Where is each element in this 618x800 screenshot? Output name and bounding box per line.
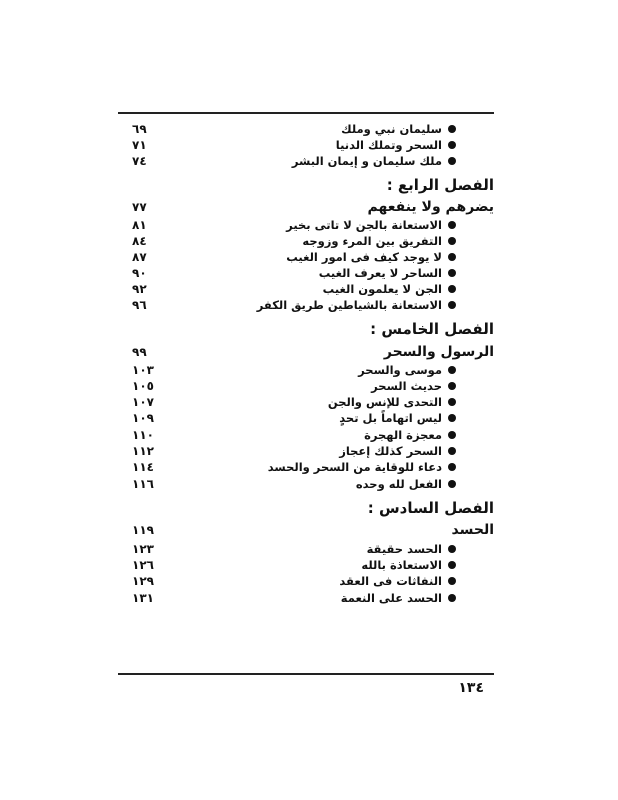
entry-text: السحر كذلك إعجاز	[339, 444, 442, 458]
bullet-icon	[448, 141, 456, 149]
page-number: ٩٦	[132, 298, 147, 312]
page-number: ١٠٣	[132, 363, 154, 377]
entry-text: الحسد على النعمة	[340, 591, 442, 605]
entry-title	[339, 443, 456, 459]
toc-entry	[118, 378, 494, 394]
chapter-heading	[118, 499, 494, 517]
page-number: ٧٤	[132, 154, 147, 168]
page-number: ٩٩	[132, 345, 147, 359]
page-number: ٦٩	[132, 122, 147, 136]
entry-title	[358, 362, 456, 378]
chapter-heading	[118, 176, 494, 194]
chapter-title-text: الرسول والسحر	[383, 344, 494, 360]
entry-text: موسى والسحر	[358, 363, 442, 377]
bullet-icon	[448, 157, 456, 165]
entry-text: الاستعاذة بالله	[361, 558, 442, 572]
entry-title	[339, 573, 456, 589]
entry-text: دعاء للوقاية من السحر والحسد	[267, 460, 442, 474]
entry-title	[367, 541, 456, 557]
toc-entry	[118, 297, 494, 313]
page-number: ١٠٩	[132, 411, 154, 425]
page-number: ١٢٦	[132, 558, 154, 572]
toc-entry	[118, 557, 494, 573]
page-number: ١٢٩	[132, 574, 154, 588]
bottom-rule	[118, 673, 494, 675]
bullet-icon	[448, 545, 456, 553]
entry-text: ملك سليمان و إيمان البشر	[291, 154, 442, 168]
toc-entry	[118, 476, 494, 492]
entry-title	[336, 137, 456, 153]
bullet-icon	[448, 301, 456, 309]
page-number: ١١٩	[132, 523, 154, 537]
entry-title	[302, 233, 456, 249]
bullet-icon	[448, 431, 456, 439]
page-number: ٩٢	[132, 282, 147, 296]
page-number: ٧٧	[132, 200, 147, 214]
chapter-heading-text: الفصل الخامس :	[370, 320, 494, 338]
chapter-heading-text: الفصل السادس :	[367, 499, 494, 517]
page-number: ٧١	[132, 138, 147, 152]
toc-entry	[118, 153, 494, 169]
entry-text: الحسد حقيقة	[366, 542, 442, 556]
entry-text: الاستعانة بالجن لا تاتى بخير	[286, 218, 442, 232]
page-number: ٩٠	[132, 266, 147, 280]
bullet-icon	[448, 285, 456, 293]
chapter-title-text: الحسد	[451, 522, 494, 538]
bullet-icon	[448, 253, 456, 261]
chapter-title	[118, 343, 494, 361]
entry-text: النفاثات فى العقد	[339, 574, 442, 588]
page-number: ١٢٣	[132, 542, 154, 556]
toc-entry	[118, 590, 494, 606]
top-rule	[118, 112, 494, 114]
entry-title	[286, 217, 456, 233]
page-number: ٨٤	[132, 234, 147, 248]
entry-text: الساحر لا يعرف الغيب	[318, 266, 442, 280]
toc-entry	[118, 459, 494, 475]
page-number: ١٠٥	[132, 379, 154, 393]
bullet-icon	[448, 414, 456, 422]
page-number: ١٠٧	[132, 395, 154, 409]
toc-entry	[118, 394, 494, 410]
bullet-icon	[448, 447, 456, 455]
page-number: ١١٤	[132, 460, 154, 474]
page-number: ١٣١	[132, 591, 154, 605]
entry-title	[319, 265, 456, 281]
toc-entry	[118, 121, 494, 137]
toc-entry	[118, 541, 494, 557]
bullet-icon	[448, 125, 456, 133]
bullet-icon	[448, 237, 456, 245]
bullet-icon	[448, 463, 456, 471]
entry-title	[356, 476, 456, 492]
entry-text: التفريق بين المرء وزوجه	[302, 234, 442, 248]
page-number: ٨٧	[132, 250, 147, 264]
chapter-title	[118, 521, 494, 539]
entry-title	[341, 121, 456, 137]
bullet-icon	[448, 366, 456, 374]
page-footer-number: ١٣٤	[458, 680, 484, 696]
entry-title	[323, 281, 456, 297]
entry-text: ليس اتهاماً بل تحدٍ	[339, 411, 442, 425]
entry-title	[364, 427, 456, 443]
bullet-icon	[448, 561, 456, 569]
page-number: ٨١	[132, 218, 147, 232]
entry-title	[286, 249, 456, 265]
entry-text: التحدى للإنس والجن	[327, 395, 442, 409]
toc-entry	[118, 249, 494, 265]
entry-text: سليمان نبي وملك	[341, 122, 442, 136]
toc-entry	[118, 427, 494, 443]
toc-entry	[118, 362, 494, 378]
toc-entry	[118, 265, 494, 281]
entry-title	[361, 557, 456, 573]
page-number: ١١٠	[132, 428, 154, 442]
page-number: ١١٢	[132, 444, 154, 458]
entry-text: حديث السحر	[371, 379, 442, 393]
page-number: ١١٦	[132, 477, 154, 491]
bullet-icon	[448, 594, 456, 602]
toc-entry	[118, 233, 494, 249]
entry-title	[292, 153, 456, 169]
chapter-heading-text: الفصل الرابع :	[386, 176, 494, 194]
bullet-icon	[448, 480, 456, 488]
toc-entry	[118, 443, 494, 459]
entry-title	[328, 394, 456, 410]
toc-entry	[118, 217, 494, 233]
entry-title	[257, 297, 456, 313]
entry-title	[339, 410, 456, 426]
bullet-icon	[448, 577, 456, 585]
bullet-icon	[448, 382, 456, 390]
entry-title	[268, 459, 456, 475]
entry-title	[371, 378, 456, 394]
entry-text: الاستعانة بالشياطين طريق الكفر	[256, 298, 442, 312]
bullet-icon	[448, 221, 456, 229]
toc-entry	[118, 281, 494, 297]
bullet-icon	[448, 398, 456, 406]
chapter-heading	[118, 320, 494, 338]
entry-text: الجن لا يعلمون الغيب	[322, 282, 442, 296]
toc-entry	[118, 410, 494, 426]
entry-text: الفعل لله وحده	[355, 477, 442, 491]
toc-entry	[118, 573, 494, 589]
toc-entry	[118, 137, 494, 153]
entry-title	[341, 590, 456, 606]
chapter-title	[118, 198, 494, 216]
bullet-icon	[448, 269, 456, 277]
entry-text: معجزة الهجرة	[364, 428, 442, 442]
entry-text: لا يوجد كيف فى امور الغيب	[286, 250, 442, 264]
entry-text: السحر وتملك الدنيا	[335, 138, 442, 152]
chapter-title-text: يضرهم ولا ينفعهم	[367, 199, 494, 215]
